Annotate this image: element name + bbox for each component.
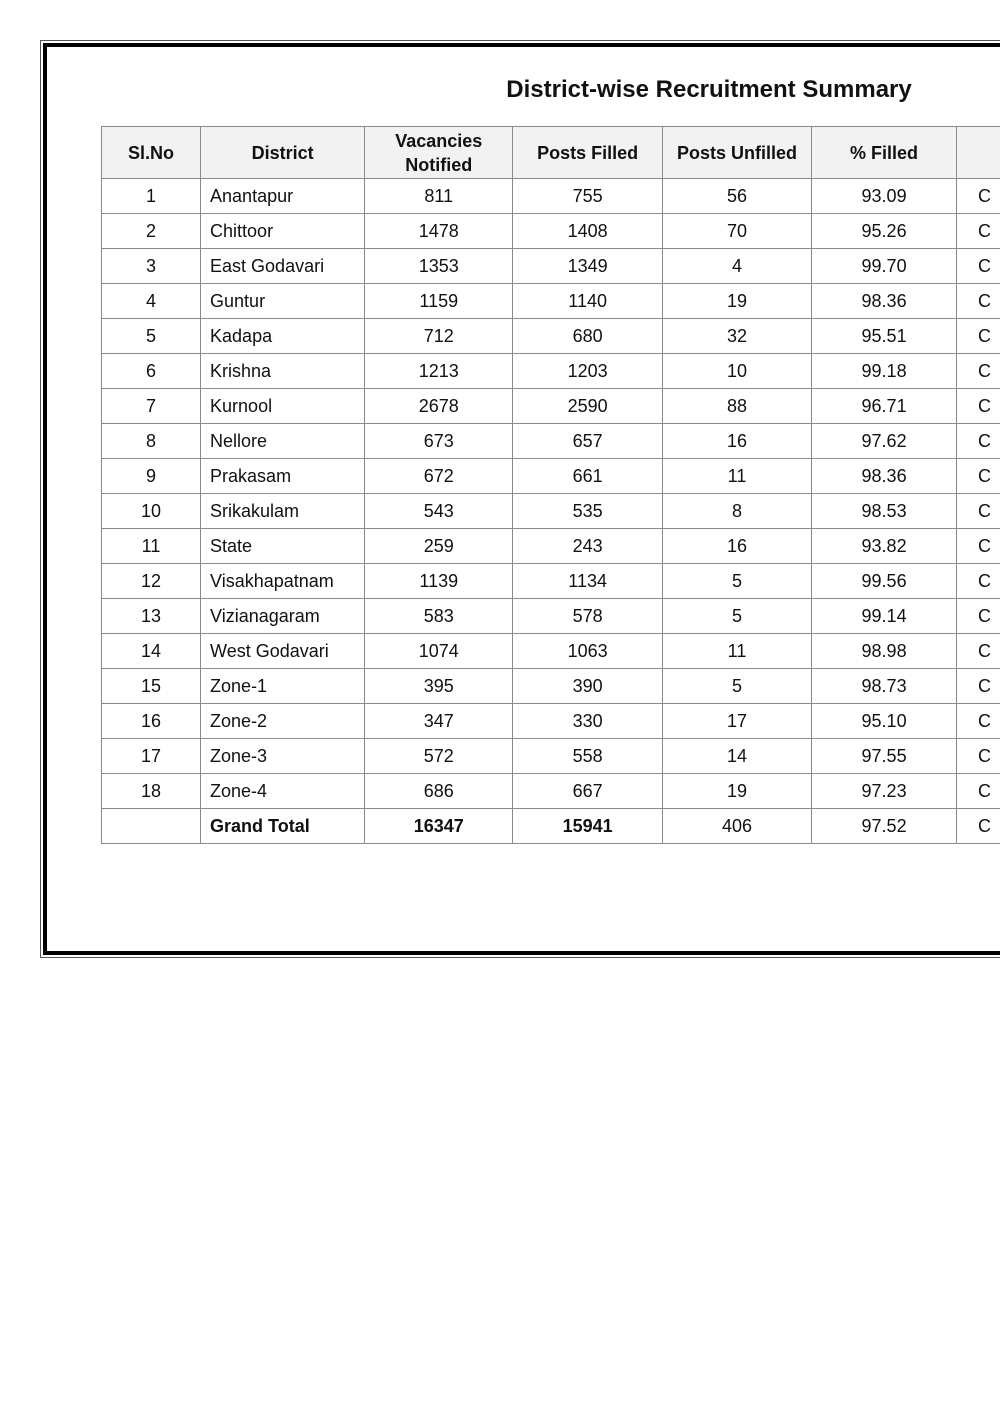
cell-sl-no: 5 xyxy=(102,319,201,354)
cell-district: Chittoor xyxy=(201,214,365,249)
cell-vacancies-notified: 673 xyxy=(365,424,513,459)
column-header-clipped xyxy=(956,127,1000,179)
column-header-percent-filled: % Filled xyxy=(812,127,957,179)
cell-posts-filled: 2590 xyxy=(513,389,662,424)
cell-district: Kadapa xyxy=(201,319,365,354)
column-header-posts-unfilled: Posts Unfilled xyxy=(662,127,811,179)
cell-district: Kurnool xyxy=(201,389,365,424)
cell-posts-filled: 1140 xyxy=(513,284,662,319)
cell-sl-no: 1 xyxy=(102,179,201,214)
cell-sl-no: 8 xyxy=(102,424,201,459)
cell-district: Grand Total xyxy=(201,809,365,844)
cell-posts-filled: 390 xyxy=(513,669,662,704)
cell-district: Zone-2 xyxy=(201,704,365,739)
cell-percent-filled: 97.55 xyxy=(812,739,957,774)
table-row xyxy=(102,249,1000,284)
table-row xyxy=(102,424,1000,459)
table-row xyxy=(102,354,1000,389)
cell-district: Krishna xyxy=(201,354,365,389)
cell-clipped: C xyxy=(956,494,1000,529)
table-row xyxy=(102,389,1000,424)
cell-posts-unfilled: 16 xyxy=(662,424,811,459)
cell-clipped: C xyxy=(956,564,1000,599)
cell-vacancies-notified: 811 xyxy=(365,179,513,214)
cell-posts-unfilled: 88 xyxy=(662,389,811,424)
cell-district: Anantapur xyxy=(201,179,365,214)
cell-posts-unfilled: 16 xyxy=(662,529,811,564)
cell-percent-filled: 95.10 xyxy=(812,704,957,739)
cell-district: Vizianagaram xyxy=(201,599,365,634)
cell-percent-filled: 93.09 xyxy=(812,179,957,214)
cell-clipped: C xyxy=(956,354,1000,389)
cell-district: Zone-1 xyxy=(201,669,365,704)
cell-posts-unfilled: 17 xyxy=(662,704,811,739)
cell-percent-filled: 97.62 xyxy=(812,424,957,459)
cell-posts-filled: 1203 xyxy=(513,354,662,389)
column-header-posts-filled: Posts Filled xyxy=(513,127,662,179)
cell-clipped: C xyxy=(956,179,1000,214)
cell-posts-filled: 330 xyxy=(513,704,662,739)
cell-district: Visakhapatnam xyxy=(201,564,365,599)
page-title: District-wise Recruitment Summary xyxy=(506,76,912,103)
cell-percent-filled: 93.82 xyxy=(812,529,957,564)
cell-posts-unfilled: 4 xyxy=(662,249,811,284)
cell-posts-filled: 755 xyxy=(513,179,662,214)
cell-clipped: C xyxy=(956,739,1000,774)
cell-district: State xyxy=(201,529,365,564)
table-row xyxy=(102,774,1000,809)
table-row xyxy=(102,529,1000,564)
cell-posts-unfilled: 5 xyxy=(662,564,811,599)
cell-district: Zone-3 xyxy=(201,739,365,774)
cell-posts-filled: 667 xyxy=(513,774,662,809)
cell-percent-filled: 97.52 xyxy=(812,809,957,844)
cell-clipped: C xyxy=(956,319,1000,354)
table-header-row xyxy=(102,127,1000,179)
cell-vacancies-notified: 686 xyxy=(365,774,513,809)
cell-posts-unfilled: 406 xyxy=(662,809,811,844)
cell-district: Prakasam xyxy=(201,459,365,494)
cell-clipped: C xyxy=(956,389,1000,424)
cell-posts-unfilled: 19 xyxy=(662,774,811,809)
cell-percent-filled: 98.53 xyxy=(812,494,957,529)
table-row xyxy=(102,634,1000,669)
cell-vacancies-notified: 2678 xyxy=(365,389,513,424)
cell-posts-unfilled: 11 xyxy=(662,634,811,669)
cell-sl-no: 10 xyxy=(102,494,201,529)
cell-posts-filled: 243 xyxy=(513,529,662,564)
cell-district: East Godavari xyxy=(201,249,365,284)
column-header-district: District xyxy=(201,127,365,179)
cell-sl-no: 6 xyxy=(102,354,201,389)
cell-vacancies-notified: 583 xyxy=(365,599,513,634)
cell-sl-no: 12 xyxy=(102,564,201,599)
table-body xyxy=(102,179,1000,844)
cell-posts-unfilled: 5 xyxy=(662,669,811,704)
cell-clipped: C xyxy=(956,669,1000,704)
cell-vacancies-notified: 1478 xyxy=(365,214,513,249)
cell-vacancies-notified: 1213 xyxy=(365,354,513,389)
cell-posts-unfilled: 10 xyxy=(662,354,811,389)
table-row xyxy=(102,179,1000,214)
cell-posts-filled: 1063 xyxy=(513,634,662,669)
cell-sl-no: 3 xyxy=(102,249,201,284)
table-row xyxy=(102,564,1000,599)
cell-posts-filled: 578 xyxy=(513,599,662,634)
cell-district: West Godavari xyxy=(201,634,365,669)
cell-posts-filled: 535 xyxy=(513,494,662,529)
table-row xyxy=(102,704,1000,739)
cell-sl-no: 7 xyxy=(102,389,201,424)
cell-posts-unfilled: 32 xyxy=(662,319,811,354)
cell-posts-unfilled: 70 xyxy=(662,214,811,249)
cell-percent-filled: 99.56 xyxy=(812,564,957,599)
cell-percent-filled: 98.36 xyxy=(812,284,957,319)
cell-clipped: C xyxy=(956,459,1000,494)
cell-sl-no: 14 xyxy=(102,634,201,669)
cell-posts-unfilled: 11 xyxy=(662,459,811,494)
cell-vacancies-notified: 543 xyxy=(365,494,513,529)
cell-percent-filled: 99.18 xyxy=(812,354,957,389)
cell-posts-filled: 1349 xyxy=(513,249,662,284)
table-row xyxy=(102,459,1000,494)
cell-sl-no: 4 xyxy=(102,284,201,319)
cell-percent-filled: 98.73 xyxy=(812,669,957,704)
table-row xyxy=(102,284,1000,319)
cell-district: Guntur xyxy=(201,284,365,319)
cell-posts-unfilled: 19 xyxy=(662,284,811,319)
cell-clipped: C xyxy=(956,704,1000,739)
cell-district: Zone-4 xyxy=(201,774,365,809)
cell-clipped: C xyxy=(956,529,1000,564)
cell-percent-filled: 99.70 xyxy=(812,249,957,284)
cell-vacancies-notified: 1139 xyxy=(365,564,513,599)
cell-posts-filled: 657 xyxy=(513,424,662,459)
cell-posts-filled: 1408 xyxy=(513,214,662,249)
cell-vacancies-notified: 1159 xyxy=(365,284,513,319)
document-border xyxy=(43,43,1000,955)
table-row xyxy=(102,739,1000,774)
cell-sl-no: 15 xyxy=(102,669,201,704)
cell-percent-filled: 96.71 xyxy=(812,389,957,424)
cell-sl-no: 18 xyxy=(102,774,201,809)
cell-clipped: C xyxy=(956,249,1000,284)
cell-posts-unfilled: 8 xyxy=(662,494,811,529)
cell-percent-filled: 95.51 xyxy=(812,319,957,354)
table-row xyxy=(102,214,1000,249)
cell-posts-filled: 15941 xyxy=(513,809,662,844)
cell-sl-no xyxy=(102,809,201,844)
cell-posts-filled: 558 xyxy=(513,739,662,774)
table-row xyxy=(102,494,1000,529)
cell-district: Srikakulam xyxy=(201,494,365,529)
table-row xyxy=(102,669,1000,704)
cell-sl-no: 11 xyxy=(102,529,201,564)
cell-vacancies-notified: 672 xyxy=(365,459,513,494)
table-row xyxy=(102,599,1000,634)
cell-posts-filled: 1134 xyxy=(513,564,662,599)
cell-clipped: C xyxy=(956,214,1000,249)
cell-sl-no: 9 xyxy=(102,459,201,494)
cell-sl-no: 17 xyxy=(102,739,201,774)
cell-vacancies-notified: 712 xyxy=(365,319,513,354)
cell-sl-no: 16 xyxy=(102,704,201,739)
column-header-sl-no: Sl.No xyxy=(102,127,201,179)
cell-sl-no: 13 xyxy=(102,599,201,634)
cell-posts-unfilled: 14 xyxy=(662,739,811,774)
cell-posts-unfilled: 56 xyxy=(662,179,811,214)
cell-clipped: C xyxy=(956,634,1000,669)
cell-clipped: C xyxy=(956,424,1000,459)
cell-percent-filled: 97.23 xyxy=(812,774,957,809)
column-header-vacancies-notified: Vacancies Notified xyxy=(365,127,513,179)
document-frame xyxy=(40,40,1000,958)
cell-percent-filled: 99.14 xyxy=(812,599,957,634)
cell-clipped: C xyxy=(956,599,1000,634)
cell-vacancies-notified: 572 xyxy=(365,739,513,774)
cell-clipped: C xyxy=(956,774,1000,809)
cell-posts-unfilled: 5 xyxy=(662,599,811,634)
cell-vacancies-notified: 259 xyxy=(365,529,513,564)
cell-percent-filled: 95.26 xyxy=(812,214,957,249)
cell-vacancies-notified: 347 xyxy=(365,704,513,739)
cell-posts-filled: 661 xyxy=(513,459,662,494)
table-row-grand-total xyxy=(102,809,1000,844)
cell-vacancies-notified: 395 xyxy=(365,669,513,704)
cell-vacancies-notified: 16347 xyxy=(365,809,513,844)
cell-posts-filled: 680 xyxy=(513,319,662,354)
cell-clipped: C xyxy=(956,284,1000,319)
cell-clipped: C xyxy=(956,809,1000,844)
table-row xyxy=(102,319,1000,354)
recruitment-summary-table xyxy=(101,126,1000,844)
cell-district: Nellore xyxy=(201,424,365,459)
cell-vacancies-notified: 1074 xyxy=(365,634,513,669)
cell-percent-filled: 98.36 xyxy=(812,459,957,494)
cell-vacancies-notified: 1353 xyxy=(365,249,513,284)
cell-percent-filled: 98.98 xyxy=(812,634,957,669)
cell-sl-no: 2 xyxy=(102,214,201,249)
